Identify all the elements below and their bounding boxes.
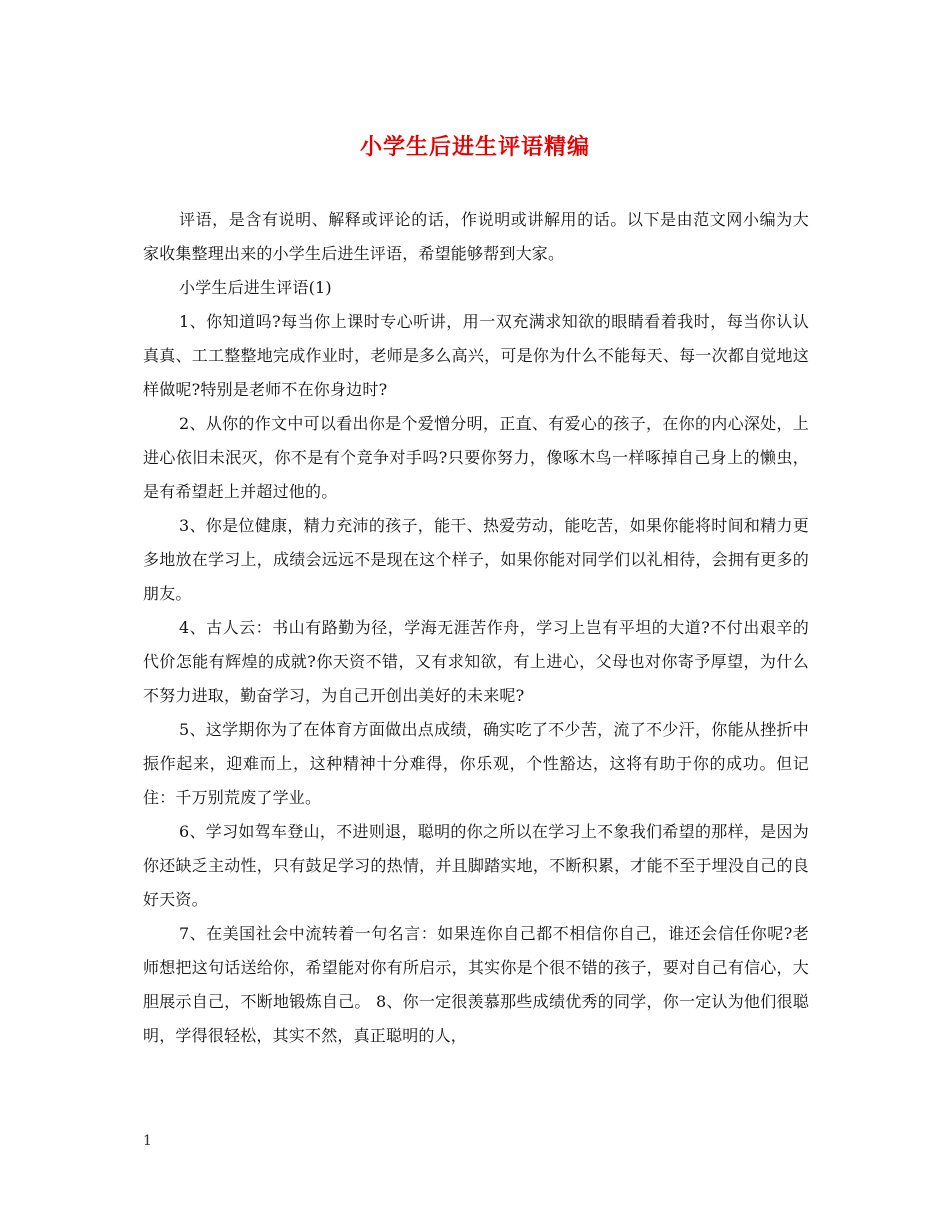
paragraph-comment-6: 6、学习如驾车登山，不进则退，聪明的你之所以在学习上不象我们希望的那样，是因为你还缺乏主动性，只有鼓足学习的热情，并且脚踏实地，不断积累，才能不至于埋没自己的良好天资。 bbox=[143, 822, 809, 909]
paragraph-comment-5: 5、这学期你为了在体育方面做出点成绩，确实吃了不少苦，流了不少汗，你能从挫折中振作起来，迎难而上，这种精神十分难得，你乐观，个性豁达，这将有助于你的成功。但记住：千万别荒废了学业。 bbox=[143, 720, 809, 807]
paragraph-comment-2: 2、从你的作文中可以看出你是个爱憎分明，正直、有爱心的孩子，在你的内心深处，上进心依旧未泯灭，你不是有个竞争对手吗?只要你努力，像啄木鸟一样啄掉自己身上的懒虫，是有希望赶上并超过他的。 bbox=[143, 414, 809, 501]
paragraph-intro: 评语，是含有说明、解释或评论的话，作说明或讲解用的话。以下是由范文网小编为大家收集整理出来的小学生后进生评语，希望能够帮到大家。 bbox=[143, 210, 809, 263]
page-number: 1 bbox=[143, 1133, 152, 1149]
paragraph-comment-7-8: 7、在美国社会中流转着一句名言：如果连你自己都不相信你自己，谁还会信任你呢?老师想把这句话送给你，希望能对你有所启示，其实你是个很不错的孩子，要对自己有信心，大胆展示自己，不断地锻炼自己。 8、你一定很羡慕那些成绩优秀的同学，你一定认为他们很聪明，学得很轻松，其实不然，真正聪明的人， bbox=[143, 924, 809, 1045]
document-title: 小学生后进生评语精编 bbox=[359, 134, 590, 160]
paragraph-comment-1: 1、你知道吗?每当你上课时专心听讲，用一双充满求知欲的眼睛看着我时，每当你认认真真、工工整整地完成作业时，老师是多么高兴，可是你为什么不能每天、每一次都自觉地这样做呢?特别是老师不在你身边时? bbox=[143, 312, 809, 399]
document-body bbox=[143, 203, 809, 1053]
section-heading: 小学生后进生评语(1) bbox=[179, 278, 332, 297]
paragraph-comment-4: 4、古人云：书山有路勤为径，学海无涯苦作舟，学习上岂有平坦的大道?不付出艰辛的代价怎能有辉煌的成就?你天资不错，又有求知欲，有上进心，父母也对你寄予厚望，为什么不努力进取，勤奋学习，为自己开创出美好的未来呢? bbox=[143, 618, 809, 705]
paragraph-comment-3: 3、你是位健康，精力充沛的孩子，能干、热爱劳动，能吃苦，如果你能将时间和精力更多地放在学习上，成绩会远远不是现在这个样子，如果你能对同学们以礼相待，会拥有更多的朋友。 bbox=[143, 516, 809, 603]
